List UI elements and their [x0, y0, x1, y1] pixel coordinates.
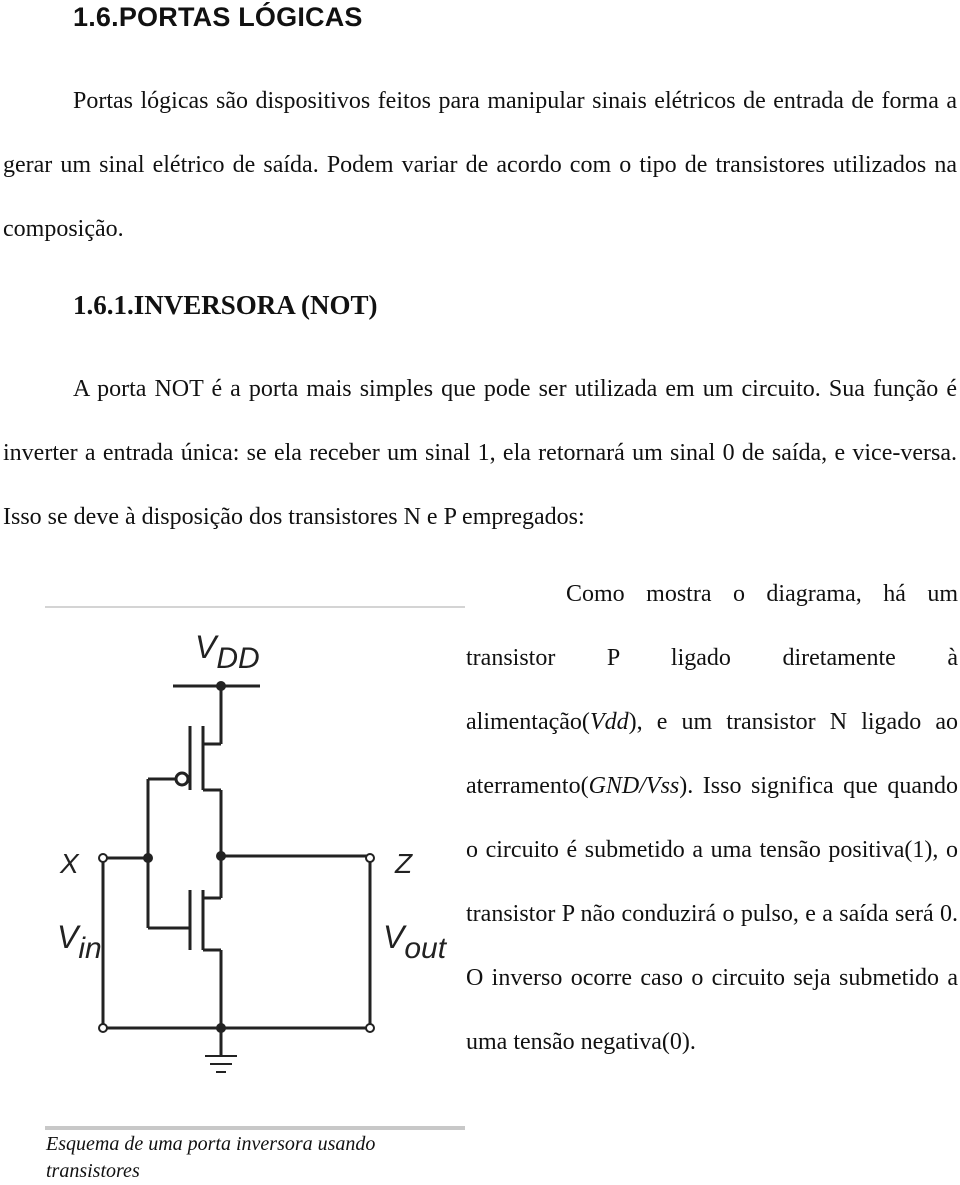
figure-caption: Esquema de uma porta inversora usando transistores [46, 1133, 376, 1182]
gnd-term: GND/Vss [588, 773, 680, 799]
vin-label: Vin [57, 919, 102, 965]
figure-bottom-border [45, 1126, 465, 1130]
side-paragraph [466, 562, 958, 1074]
not-text: A porta NOT é a porta mais simples que pode ser utilizada em um circuito. Sua função é inverter a entrada única: se ela receber um sinal 1, ela retornará um sinal 0 de saída, e vice-versa. Isso se deve à disposição dos transistores N e P empregados: [3, 376, 957, 530]
not-paragraph [3, 357, 957, 549]
vout-label: Vout [383, 919, 447, 965]
intro-paragraph [3, 69, 957, 261]
z-label: Z [395, 848, 413, 879]
inverter-circuit-diagram [45, 608, 465, 1126]
intro-text: Portas lógicas são dispositivos feitos para manipular sinais elétricos de entrada de forma a gerar um sinal elétrico de saída. Podem variar de acordo com o tipo de transistores utilizados na composição. [3, 88, 957, 242]
section-title: 1.6.PORTAS LÓGICAS [73, 2, 363, 32]
vdd-label: VDD [195, 629, 260, 675]
side-text: Como mostra o diagrama, há um transistor P ligado diretamente à alimentação(Vdd), e um transistor N ligado ao aterramento(GND/Vss). Isso significa que quando o circuito é submetido a uma tensão positiva(1), o transistor P não conduzirá o pulso, e a saída será 0. O inverso ocorre caso o circuito seja submetido a uma tensão negativa(0). [466, 581, 958, 1055]
subsection-title: 1.6.1.INVERSORA (NOT) [73, 290, 378, 320]
x-label: X [60, 848, 79, 879]
vdd-term: Vdd [589, 709, 629, 735]
